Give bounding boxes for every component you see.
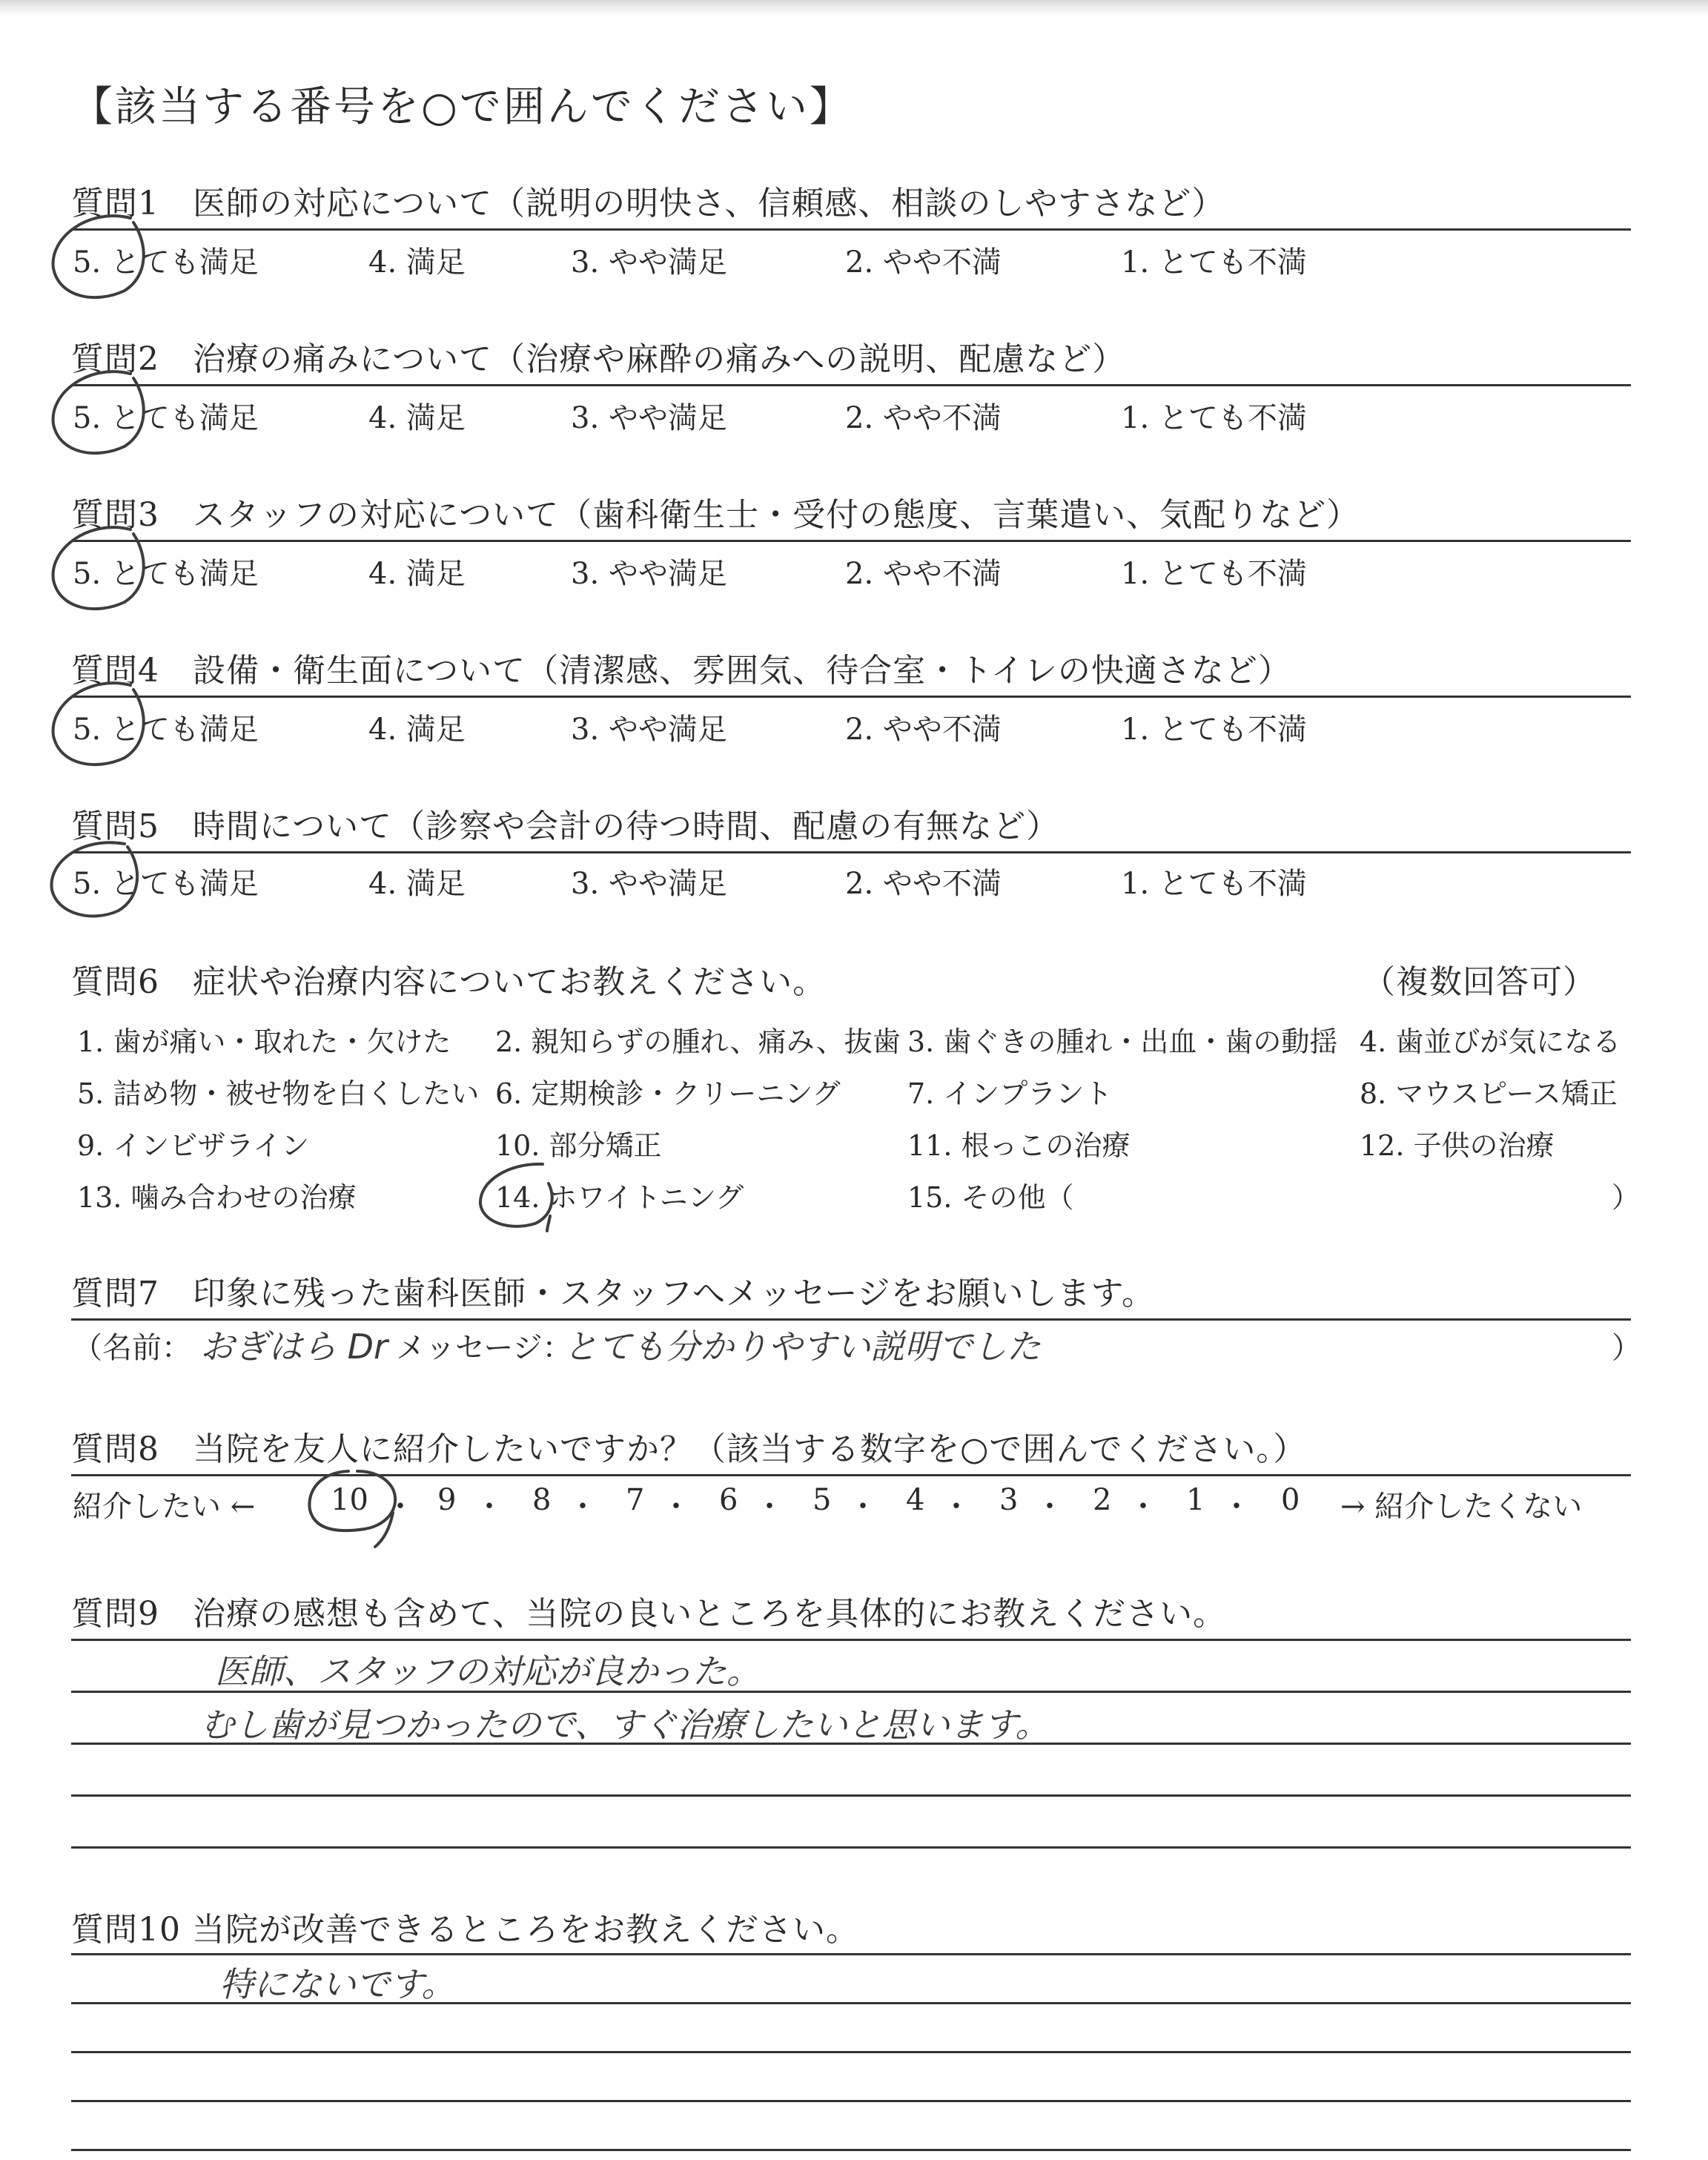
q8-separator: ・ xyxy=(941,1490,971,1524)
q8-right-label: → 紹介したくない xyxy=(1340,1490,1583,1524)
question-8-title: 質問8 当院を友人に紹介したいですか？（該当する数字を○で囲んでください。） xyxy=(71,1430,1307,1468)
q8-value-9[interactable]: 9 xyxy=(437,1483,457,1517)
q4-option-5[interactable]: 5. とても満足 xyxy=(73,713,259,747)
q10-line xyxy=(71,2149,1631,2151)
q8-separator: ・ xyxy=(848,1490,878,1524)
q6-option-9[interactable]: 9. インビザライン xyxy=(77,1129,310,1162)
q8-left-label: 紹介したい ← xyxy=(73,1490,256,1524)
q3-option-1[interactable]: 1. とても不満 xyxy=(1121,557,1307,591)
q8-value-8[interactable]: 8 xyxy=(532,1483,552,1517)
q7-name-label: （名前： xyxy=(73,1331,191,1365)
q8-separator: ・ xyxy=(474,1490,504,1524)
question-9-title: 質問9 治療の感想も含めて、当院の良いところを具体的にお教えください。 xyxy=(71,1595,1227,1633)
question-5-title: 質問5 時間について（診察や会計の待つ時間、配慮の有無など） xyxy=(71,807,1060,845)
q9-answer-line-2[interactable]: むし歯が見つかったので、すぐ治療したいと思います。 xyxy=(200,1705,1050,1745)
q3-option-2[interactable]: 2. やや不満 xyxy=(845,557,1002,591)
q4-option-4[interactable]: 4. 満足 xyxy=(368,713,466,747)
q8-value-3[interactable]: 3 xyxy=(999,1483,1019,1517)
question-1-rule xyxy=(71,228,1631,231)
q4-option-1[interactable]: 1. とても不満 xyxy=(1121,713,1307,747)
q8-value-10[interactable]: 10 xyxy=(331,1483,368,1517)
q6-option-12[interactable]: 12. 子供の治療 xyxy=(1360,1129,1555,1162)
page-title: 【該当する番号を○で囲んでください】 xyxy=(71,83,853,131)
q6-option-7[interactable]: 7. インプラント xyxy=(907,1077,1113,1110)
q6-option-4[interactable]: 4. 歯並びが気になる xyxy=(1360,1025,1621,1058)
q6-selection-tick xyxy=(547,1216,550,1231)
question-7-title: 質問7 印象に残った歯科医師・スタッフへメッセージをお願いします。 xyxy=(71,1275,1155,1312)
q8-separator: ・ xyxy=(1128,1490,1158,1524)
scan-edge xyxy=(0,0,1708,16)
q7-message-value[interactable]: とても分かりやすい説明でした xyxy=(563,1327,1041,1367)
q8-value-4[interactable]: 4 xyxy=(906,1483,925,1517)
q9-answer-line-1[interactable]: 医師、スタッフの対応が良かった。 xyxy=(215,1651,761,1691)
q9-line xyxy=(71,1794,1631,1797)
question-6-title: 質問6 症状や治療内容についてお教えください。 xyxy=(71,963,827,1001)
q2-option-3[interactable]: 3. やや満足 xyxy=(571,401,727,435)
question-1-title: 質問1 医師の対応について（説明の明快さ、信頼感、相談のしやすさなど） xyxy=(71,185,1225,222)
q3-option-5[interactable]: 5. とても満足 xyxy=(73,557,259,591)
q6-option-13[interactable]: 13. 噛み合わせの治療 xyxy=(77,1181,357,1214)
q8-value-1[interactable]: 1 xyxy=(1186,1483,1205,1517)
question-3-title: 質問3 スタッフの対応について（歯科衛生士・受付の態度、言葉遣い、気配りなど） xyxy=(71,496,1360,534)
q8-value-7[interactable]: 7 xyxy=(626,1483,645,1517)
q1-option-5[interactable]: 5. とても満足 xyxy=(73,245,259,280)
q1-option-4[interactable]: 4. 満足 xyxy=(368,245,466,280)
q6-option-11[interactable]: 11. 根っこの治療 xyxy=(907,1129,1131,1162)
q8-separator: ・ xyxy=(661,1490,691,1524)
question-2-title: 質問2 治療の痛みについて（治療や麻酔の痛みへの説明、配慮など） xyxy=(71,340,1126,378)
question-10-title: 質問10 当院が改善できるところをお教えください。 xyxy=(71,1911,859,1949)
q2-option-4[interactable]: 4. 満足 xyxy=(368,401,466,435)
q8-value-0[interactable]: 0 xyxy=(1281,1483,1300,1517)
question-4-rule xyxy=(71,696,1631,698)
question-4-title: 質問4 設備・衛生面について（清潔感、雰囲気、待合室・トイレの快適さなど） xyxy=(71,652,1291,690)
q6-option-15[interactable]: 15. その他（ xyxy=(907,1181,1074,1214)
q10-line xyxy=(71,2100,1631,2102)
q2-option-1[interactable]: 1. とても不満 xyxy=(1121,401,1307,435)
q10-line xyxy=(71,2051,1631,2053)
q8-separator: ・ xyxy=(1222,1490,1251,1524)
q9-line xyxy=(71,1639,1631,1641)
q6-option-10[interactable]: 10. 部分矯正 xyxy=(495,1129,662,1162)
q8-separator: ・ xyxy=(755,1490,784,1524)
q6-option-3[interactable]: 3. 歯ぐきの腫れ・出血・歯の動揺 xyxy=(907,1025,1338,1058)
q6-other-close: ） xyxy=(1612,1181,1641,1214)
q10-answer-line-1[interactable]: 特にないです。 xyxy=(219,1964,456,2004)
q8-separator: ・ xyxy=(1035,1490,1065,1524)
q8-value-2[interactable]: 2 xyxy=(1093,1483,1112,1517)
q6-option-2[interactable]: 2. 親知らずの腫れ、痛み、抜歯 xyxy=(495,1025,901,1058)
q8-value-6[interactable]: 6 xyxy=(719,1483,738,1517)
question-5-rule xyxy=(71,851,1631,853)
q10-line xyxy=(71,1953,1631,1955)
q5-option-2[interactable]: 2. やや不満 xyxy=(845,867,1002,901)
q1-option-1[interactable]: 1. とても不満 xyxy=(1121,245,1307,280)
q7-close: ） xyxy=(1612,1331,1641,1365)
q3-option-3[interactable]: 3. やや満足 xyxy=(571,557,727,591)
q6-option-8[interactable]: 8. マウスピース矯正 xyxy=(1360,1077,1618,1110)
q8-separator: ・ xyxy=(568,1490,598,1524)
q5-option-4[interactable]: 4. 満足 xyxy=(368,867,466,901)
q4-option-2[interactable]: 2. やや不満 xyxy=(845,713,1002,747)
question-6-note: （複数回答可） xyxy=(1363,963,1596,1001)
q2-option-2[interactable]: 2. やや不満 xyxy=(845,401,1002,435)
q3-option-4[interactable]: 4. 満足 xyxy=(368,557,466,591)
q6-option-1[interactable]: 1. 歯が痛い・取れた・欠けた xyxy=(77,1025,451,1058)
q6-option-5[interactable]: 5. 詰め物・被せ物を白くしたい xyxy=(77,1077,480,1110)
q5-option-1[interactable]: 1. とても不満 xyxy=(1121,867,1307,901)
q6-option-6[interactable]: 6. 定期検診・クリーニング xyxy=(495,1077,841,1110)
question-8-rule xyxy=(71,1474,1631,1476)
question-2-rule xyxy=(71,384,1631,386)
q4-option-3[interactable]: 3. やや満足 xyxy=(571,713,727,747)
q8-separator: ・ xyxy=(385,1490,415,1524)
q9-line xyxy=(71,1846,1631,1849)
q7-name-value[interactable]: おぎはら Dr xyxy=(200,1327,388,1367)
q2-option-5[interactable]: 5. とても満足 xyxy=(73,401,259,435)
question-3-rule xyxy=(71,540,1631,542)
q1-option-3[interactable]: 3. やや満足 xyxy=(571,245,727,280)
q5-option-3[interactable]: 3. やや満足 xyxy=(571,867,727,901)
q6-option-14[interactable]: 14. ホワイトニング xyxy=(495,1181,744,1214)
q5-option-5[interactable]: 5. とても満足 xyxy=(73,867,259,901)
q7-message-label: メッセージ： xyxy=(396,1331,572,1365)
q8-value-5[interactable]: 5 xyxy=(812,1483,832,1517)
q1-option-2[interactable]: 2. やや不満 xyxy=(845,245,1002,280)
